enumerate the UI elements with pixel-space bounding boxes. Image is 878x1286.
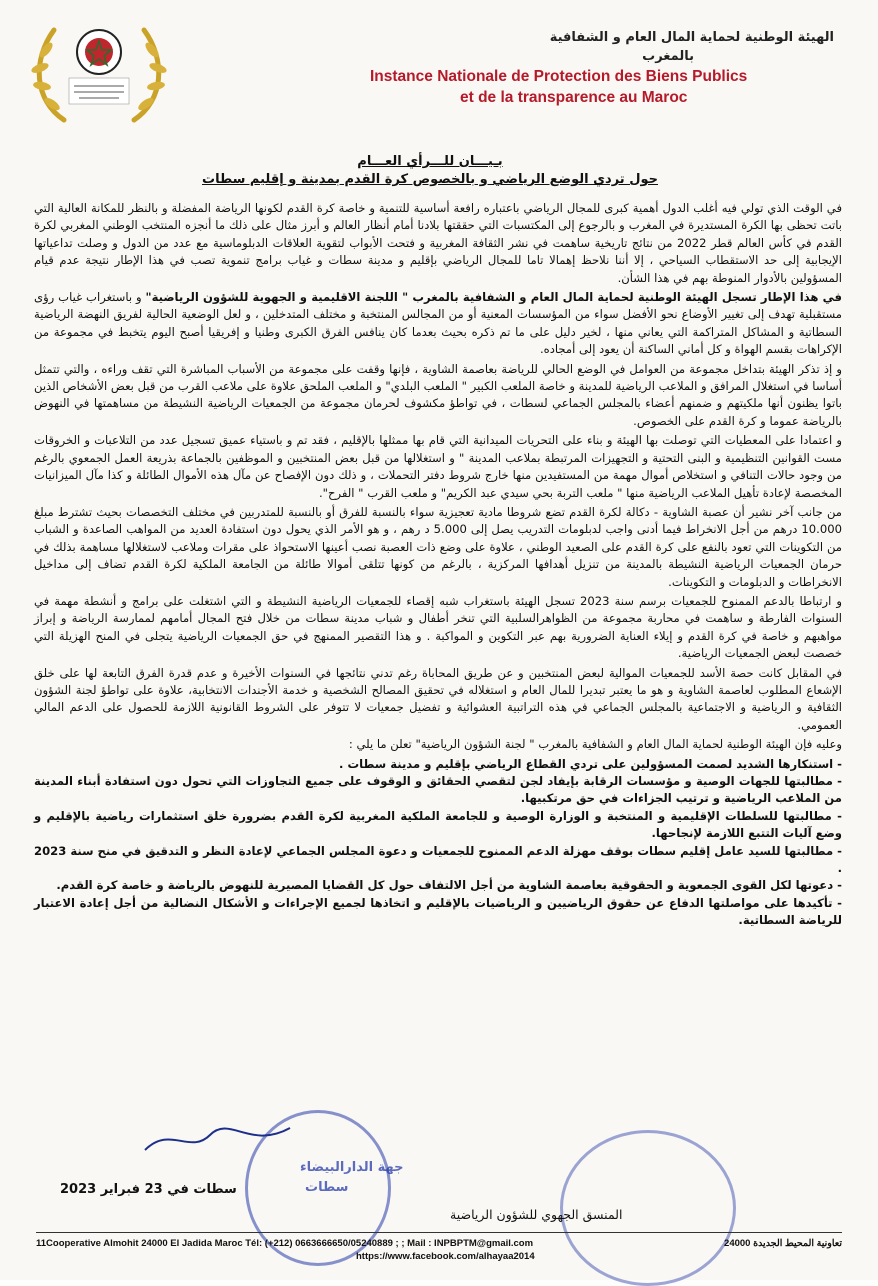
statement-body — [34, 200, 842, 930]
arabic-org-line1: الهيئة الوطنية لحماية المال العام و الشفافية — [549, 30, 834, 45]
demand-item: - مطالبتها للسلطات الإقليمية و المنتخبة و الوزارة الوصية و للجامعة الملكية المغربية لكرة القدم بضرورة خلق استثمارات رياضية بالإقليم و وضع آليات التتبع اللازمة لإنجاحها. — [34, 808, 842, 841]
handwritten-signature-icon — [140, 1120, 300, 1160]
demand-item: - دعوتها لكل القوى الجمعوية و الحقوقية بعاصمة الشاوية من أجل الالتفاف حول كل القضايا المصيرية للنهوض بالرياضة و خاصة كرة القدم. — [56, 878, 842, 893]
laurel-emblem-icon — [24, 10, 174, 150]
statement-title — [150, 153, 710, 189]
footer-contact: 11Cooperative Almohit 24000 El Jadida Maroc Tél: (+212) 0663666650/05240889 ; ; Mail : INPBPTM@gmail.com — [36, 1238, 534, 1249]
footer-facebook-link[interactable]: https://www.facebook.com/alhayaa2014 — [356, 1251, 535, 1262]
page-footer — [36, 1232, 842, 1263]
stamp-text-city: سطات — [305, 1180, 349, 1195]
paragraph-league: من جانب آخر نشير أن عصبة الشاوية - دكالة لكرة القدم تضع شروطا مادية تعجيزية سواء بالنسبة للفرق أو بالنسبة للمتدربين في مختلف التخصصات بحيث تشترط مبلغ 10.000 درهم من أجل الانخراط فيما أدنى واجب لدبلومات التدريب يصل إلى 5.000 د رهم ، و هو الأمر الذي يحول دون استفادة العديد من المواهب الصاعدة و الشباب من التكوينات التي تعود بالنفع على كرة القدم على الصعيد الوطني ، علاوة على وضع ذات العصبة نصب أعينها الاستحواذ على مقرات وملاعب لاستغلالها مساهمة بذلك في حرمان الجمعيات الرياضية النشيطة بالمدينة من تنزيل أهدافها المركزية ، بالرغم من كونها تتلقى أموالا طائلة من الجامعة الملكية لكرة القدم تضاف إلى مداخيل الانخراطات و الدبلومات و التكوينات. — [34, 504, 842, 589]
paragraph-context-text: و باستغراب غياب رؤى مستقبلية تهدف إلى تغيير الأوضاع نحو الأفضل سواء من المؤسسات المعنية أو من المجالس المنتخبة و مختلف المتدخلين ، و لعل الوضعية الحالية لفريق النهضة الرياضية السطاتية و المشاكل المتراكمة التي يعاني منها ، لخير دليل على ما تم ذكره بحيث بعدما كان ينافس الفرق الكبرى وطنيا و إفريقيا أصبح اليوم يتخبط في مجموعة من الإكراهات بقسم الهواة و كل أماني الساكنة أن يعود إلى أمجاده. — [34, 290, 842, 357]
demand-item: - مطالبتها للجهات الوصية و مؤسسات الرقابة بإيفاد لجن لتقصي الحقائق و الوقوف على جميع التجاوزات التي تحول دون استفادة أبناء المدينة من الملاعب الرياضية و ترتيب الجزاءات في حق مرتكبيها. — [34, 774, 842, 806]
french-organization-header — [370, 66, 840, 108]
organization-logo — [24, 10, 174, 150]
paragraph-findings: و اعتمادا على المعطيات التي توصلت بها الهيئة و بناء على التحريات الميدانية التي قام بها ممثلها بالإقليم ، فقد تم و باستياء عميق تسجيل عدد من التلاعبات و الخروقات مست القوانين التنظيمية و البنى التحتية و التجهيزات المرتبطة بملاعب المدينة " و استغلالها من قبل بعض المنتخبين و الموظفين بالجماعة بذريعة العمل الجمعوي بالرغم من وجود حالات التنافي و استخلاص أموال مهمة من المستفيدين منها خارج شروط دفتر التحملات ، و ذلك دون الإفصاح عن مآل هذه الأموال الطائلة و كذا مآل الميزانيات المخصصة لإعادة تأهيل الملاعب الرياضية منها " ملعب التربة بحي سيدي عبد الكريم" و ملعب القرب " الفرح". — [34, 433, 842, 500]
paragraph-causes: و إذ تذكر الهيئة بتداخل مجموعة من العوامل في الوضع الحالي للرياضة بعاصمة الشاوية ، فإنها وقفت على مجموعة من الأسباب المباشرة التي تقف وراءه ، والتي تتمثل أساسا في استغلال المرافق و الملاعب الرياضية للمدينة و خاصة الملعب الكبير " الملعب البلدي" و الملعب الملحق علاوة على ملاعب القرب من قبل بعض الأشخاص الذين باتوا يظنون أنها ملكيتهم و ضمنهم أعضاء بالمجلس الجماعي لسطات ، في تواطؤ مكشوف لحرمان مجموعة من الجمعيات الرياضية النشيطة من مساهمتها في النهوض بالرياضة عموما و كرة القدم على الخصوص. — [34, 361, 842, 428]
paragraph-announcement: وعليه فإن الهيئة الوطنية لحماية المال العام و الشفافية بالمغرب " لجنة الشؤون الرياضية" تعلن ما يلي : — [348, 737, 842, 752]
french-line2: et de la transparence au Maroc — [460, 89, 688, 106]
paragraph-context — [34, 289, 842, 359]
french-line1: Instance Nationale de Protection des Biens Publics — [370, 68, 748, 85]
title-line2: حول تردي الوضع الرياضي و بالخصوص كرة القدم بمدينة و إقليم سطات — [202, 172, 658, 187]
signature-date: سطات في 23 فبراير 2023 — [60, 1182, 237, 1197]
paragraph-subsidies: و ارتباطا بالدعم الممنوح للجمعيات برسم سنة 2023 تسجل الهيئة باستغراب شبه إقصاء للجمعيات الرياضية النشيطة و التي اشتغلت على برامج و أنشطة مهمة في السنوات الفارطة و ساهمت في محاربة مجموعة من الظواهرالسلبية التي تنخر أطفال و شباب مدينة سطات من خلال فتح المجال أمامهم لممارسة الرياضة و إبراز مواهبهم و خاصة في كرة القدم و إيلاء العناية الضرورية بهم عبر التكوين و المواكبة . و هذا التقصير الممنهج في حق الجمعيات الرياضية يتجلى في المنح الهزيلة التي خصصت لبعض الجمعيات الرياضية. — [34, 593, 842, 661]
demand-item: - استنكارها الشديد لصمت المسؤولين على تردي القطاع الرياضي بإقليم و مدينة سطات . — [339, 756, 842, 771]
arabic-organization-header — [394, 28, 834, 66]
demands-list — [34, 756, 842, 930]
demand-item: - مطالبتها للسيد عامل إقليم سطات بوقف مهزلة الدعم الممنوح للجمعيات و دعوة المجلس الجماعي لإعادة النظر و التدقيق في منح سنة 2023 . — [34, 843, 842, 876]
title-line1: بـيـــان للـــرأي العـــام — [357, 154, 503, 169]
demand-item: - تأكيدها على مواصلتها الدفاع عن حقوق الرياضيين و الرياضيات بالإقليم و اتخاذها لجميع الإجراءات و الأشكال النضالية من أجل إعادة الاعتبار للرياضة السطاتية. — [34, 895, 842, 928]
stamp-text-region: جهة الدارالبيضاء — [300, 1160, 404, 1175]
signature-coordinator: المنسق الجهوي للشؤون الرياضية — [450, 1207, 623, 1222]
paragraph-favoritism: في المقابل كانت حصة الأسد للجمعيات الموالية لبعض المنتخبين و عن طريق المحاباة رغم تدني نتائجها في السنوات الأخيرة و عدم قدرة الفرق التابعة لها على خلق الإشعاع المطلوب لعاصمة الشاوية و هو ما يعتبر تبديرا للمال العام و استغلاله في تحقيق المصالح الشخصية و خدمة الأجندات الانتخابية، علاوة على تواطؤ لجنة الشؤون الثقافية و الرياضية و الاجتماعية بالمجلس الجماعي في هذه التراتبية العشوائية و تفضيل جمعيات لا تتوفر على الشروط القانونية اللازمة للحصول على الدعم المالي العمومي. — [34, 665, 842, 732]
footer-address-arabic: تعاونية المحيط الجديدة 24000 — [724, 1238, 842, 1249]
paragraph-context-lead: في هذا الإطار تسجل الهيئة الوطنية لحماية المال العام و الشفافية بالمغرب " اللجنة الاقليمية و الجهوية للشؤون الرياضية" — [145, 290, 842, 305]
paragraph-intro: في الوقت الذي تولي فيه أغلب الدول أهمية كبرى للمجال الرياضي باعتباره رافعة أساسية للتنمية و خاصة كرة القدم لكونها الرياضة المفضلة و بالنظر للمكانة العالية التي باتت تحظى بها الكرة المستديرة في المغرب و بالرجوع إلى المكتسبات التي حققتها بلادنا أمام أنظار العالم و أبرز مثال على ذلك ما أنجزه المنتخب الوطني المغربي لكرة القدم في كأس العالم قطر 2022 من نتائج تاريخية ساهمت في نشر الثقافة المغربية و فتحت الأبواب لتقوية العلاقات الدبلوماسية مع عدد من الدول و وصلت تداعياتها الإيجابية إلى حد الاستقطاب السياحي ، إلا أننا نلاحظ إهمالا تاما للمجال الرياضي بإقليم و مدينة سطات و غياب برامج تنموية تصب في هذا الإطار نتيجة عدم قيام المسؤولين بالأدوار المنوطة بهم في هذا الشأن. — [34, 201, 843, 285]
arabic-org-line2: بالمغرب — [642, 49, 694, 64]
